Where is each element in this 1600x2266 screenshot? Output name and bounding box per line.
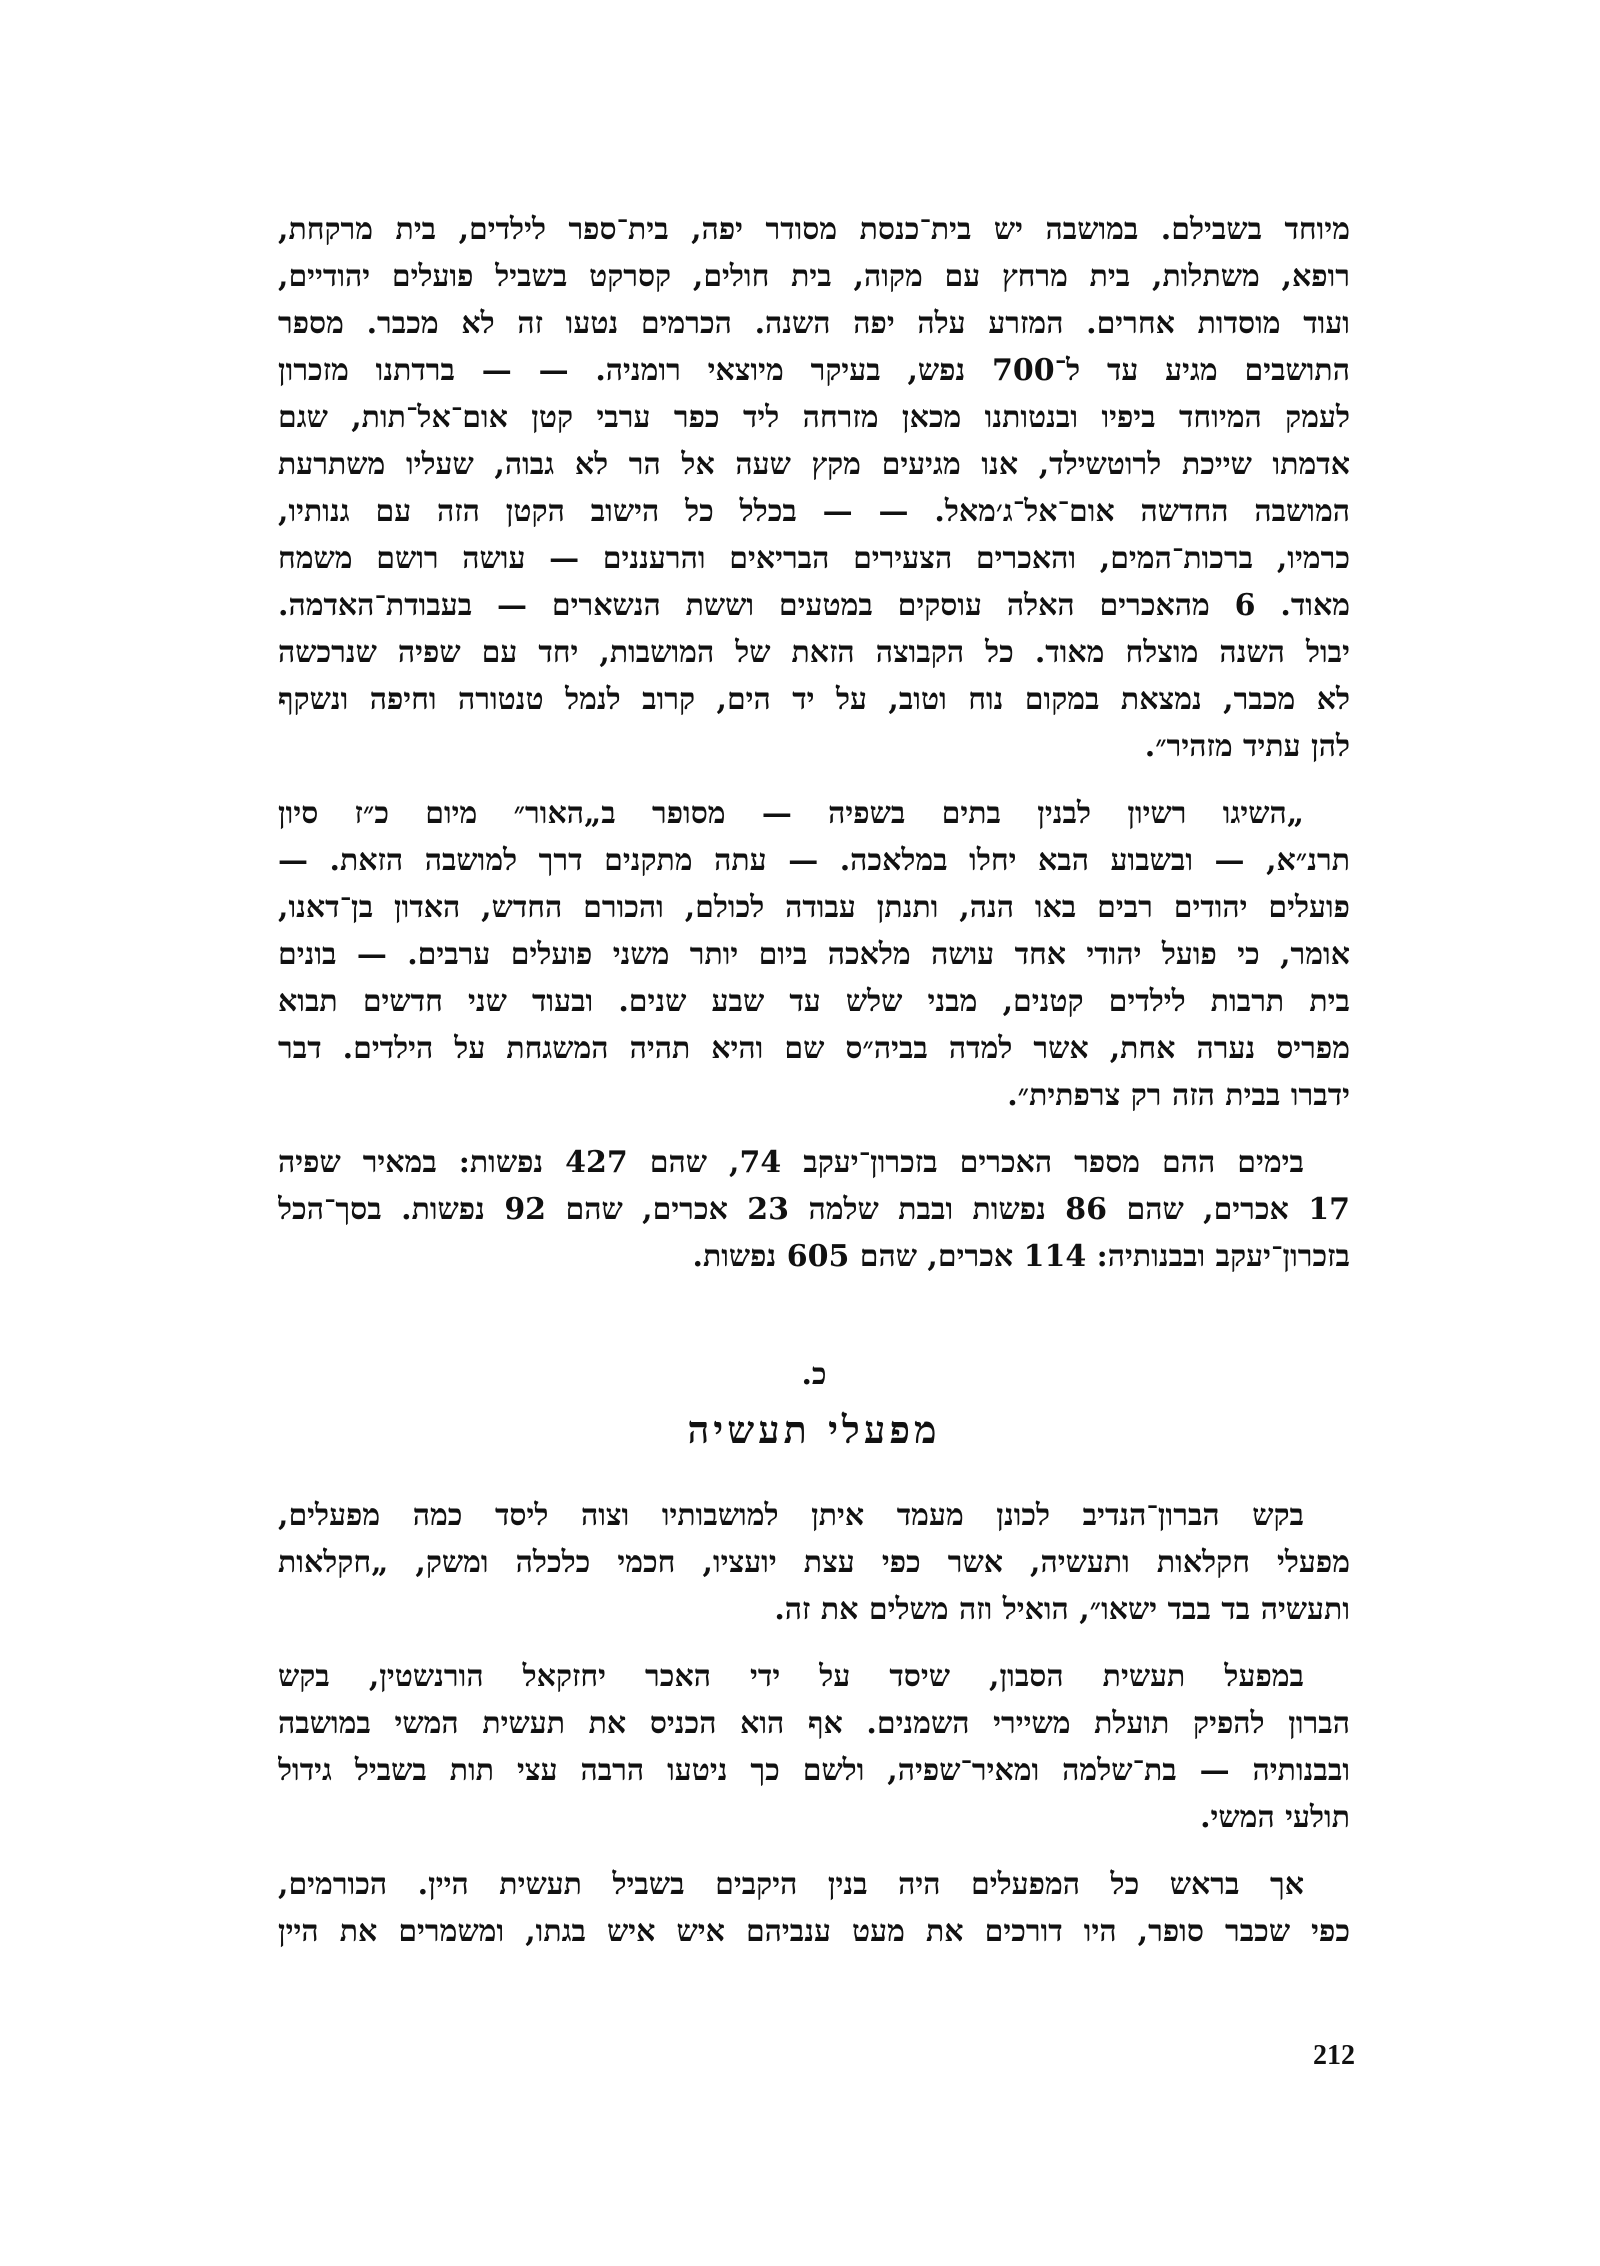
paragraph <box>278 790 1350 1119</box>
paragraph-gap <box>278 1119 1350 1139</box>
text-line: תרנ״א, — ובשבוע הבא יחלו במלאכה. — עתה מתקנים דרך למושבה הזאת. — <box>278 843 1350 878</box>
text-line: ועוד מוסדות אחרים. המזרע עלה יפה השנה. הכרמים נטעו זה לא מכבר. מספר <box>278 306 1350 341</box>
text-column <box>278 206 1350 1955</box>
paragraph <box>278 1139 1350 1280</box>
section-title: מפעלי תעשיה <box>687 1407 941 1452</box>
text-line: בית תרבות לילדים קטנים, מבני שלש עד שבע שנים. ובעוד שני חדשים תבוא <box>278 984 1350 1019</box>
text-line: הברון להפיק תועלת משיירי השמנים. אף הוא הכניס את תעשית המשי במושבה <box>278 1706 1350 1741</box>
text-line: מיוחד בשבילם. במושבה יש בית־כנסת מסודר יפה, בית־ספר לילדים, בית מרקחת, <box>278 212 1350 247</box>
bottom-text-block <box>278 1492 1350 1955</box>
text-line: במפעל תעשית הסבון, שיסד על ידי האכר יחזקאל הורנשטין, בקש <box>278 1659 1304 1694</box>
text-line: פועלים יהודים רבים באו הנה, ותנתן עבודה לכולם, והכורם החדש, האדון בן־דאנו, <box>278 890 1350 925</box>
text-line: לעמק המיוחד ביפיו ובנטותנו מכאן מזרחה ליד כפר ערבי קטן אום־אל־תות, שגם <box>278 400 1350 435</box>
paragraph <box>278 206 1350 770</box>
text-line: בימים ההם מספר האכרים בזכרון־יעקב 74, שהם 427 נפשות: במאיר שפיה <box>278 1145 1304 1180</box>
text-line: מאוד. 6 מהאכרים האלה עוסקים במטעים וששת הנשארים — בעבודת־האדמה. <box>278 588 1350 623</box>
text-line: אדמתו שייכת לרוטשילד, אנו מגיעים מקץ שעה אל הר לא גבוה, שעליו משתרעת <box>278 447 1350 482</box>
paragraph-gap <box>278 1841 1350 1861</box>
text-line: המושבה החדשה אום־אל־ג׳מאל. — — בכלל כל הישוב הקטן הזה עם גנותיו, <box>278 494 1350 529</box>
text-line: כפי שכבר סופר, היו דורכים את מעט ענביהם איש איש בגתו, ומשמרים את היין <box>278 1914 1350 1949</box>
text-line: להן עתיד מזהיר״. <box>1144 729 1350 764</box>
text-line: 17 אכרים, שהם 86 נפשות ובבת שלמה 23 אכרים, שהם 92 נפשות. בסך־הכל <box>278 1192 1350 1227</box>
paragraph-gap <box>278 770 1350 790</box>
text-line: אך בראש כל המפעלים היה בנין היקבים בשביל תעשית היין. הכורמים, <box>278 1867 1304 1902</box>
text-line: ובבנותיה — בת־שלמה ומאיר־שפיה, ולשם כך ניטעו הרבה עצי תות בשביל גידול <box>278 1753 1350 1788</box>
text-line: ידברו בבית הזה רק צרפתית״. <box>1007 1078 1350 1113</box>
text-line: יבול השנה מוצלח מאוד. כל הקבוצה הזאת של המושבות, יחד עם שפיה שנרכשה <box>278 635 1350 670</box>
text-line: „השיגו רשיון לבנין בתים בשפיה — מסופר ב„האור״ מיום כ״ז סיון <box>278 796 1304 831</box>
paragraph <box>278 1492 1350 1633</box>
text-line: מפעלי חקלאות ותעשיה, אשר כפי עצת יועציו, חכמי כלכלה ומשק, „חקלאות <box>278 1545 1350 1580</box>
text-line: מפריס נערה אחת, אשר למדה בביה״ס שם והיא תהיה המשגחת על הילדים. דבר <box>278 1031 1350 1066</box>
page-number: 212 <box>1313 2040 1355 2071</box>
text-line: ותעשיה בד בבד ישאו״, הואיל וזה משלים את זה. <box>774 1592 1350 1627</box>
text-line: רופא, משתלות, בית מרחץ עם מקוה, בית חולים, קסרקט בשביל פועלים יהודיים, <box>278 259 1350 294</box>
paragraph-gap <box>278 1633 1350 1653</box>
text-line: כרמיו, ברכות־המים, והאכרים הצעירים הבריאים והרעננים — עושה רושם משמח <box>278 541 1350 576</box>
top-text-block <box>278 206 1350 1280</box>
text-line: תולעי המשי. <box>1200 1800 1350 1835</box>
paragraph <box>278 1861 1350 1955</box>
text-line: בקש הברון־הנדיב לכונן מעמד איתן למושבותיו וצוה ליסד כמה מפעלים, <box>278 1498 1304 1533</box>
text-line: בזכרון־יעקב ובבנותיה: 114 אכרים, שהם 605 נפשות. <box>692 1239 1350 1274</box>
text-line: אומר, כי פועל יהודי אחד עושה מלאכה ביום יותר משני פועלים ערבים. — בונים <box>278 937 1350 972</box>
text-line: לא מכבר, נמצאת במקום נוח וטוב, על יד הים, קרוב לנמל טנטורה וחיפה ונשקף <box>278 682 1350 717</box>
text-line: התושבים מגיע עד ל־700 נפש, בעיקר מיוצאי רומניה. — — ברדתנו מזכרון <box>278 353 1350 388</box>
section-letter: כ. <box>801 1357 827 1392</box>
paragraph <box>278 1653 1350 1841</box>
